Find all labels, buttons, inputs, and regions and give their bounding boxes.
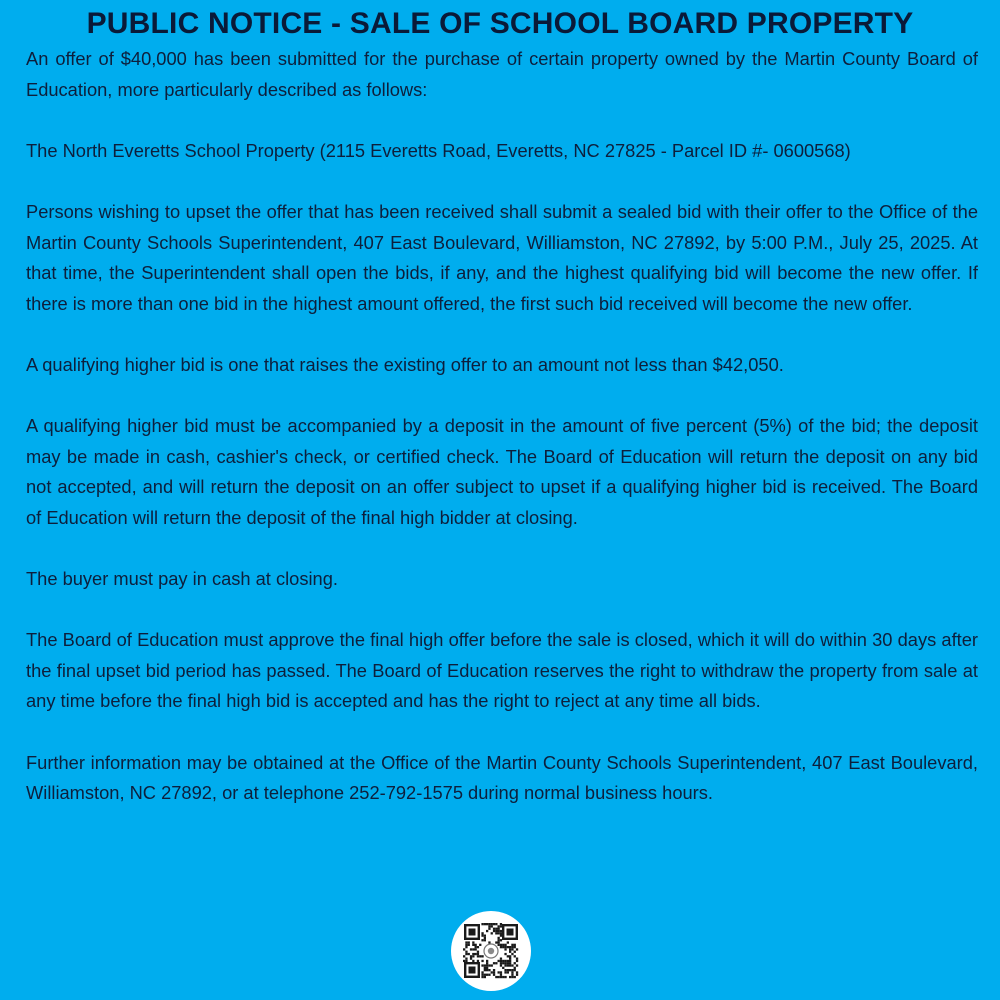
- qr-module: [507, 941, 509, 943]
- qr-module: [477, 955, 479, 957]
- qr-module: [498, 930, 500, 932]
- qr-module: [465, 951, 467, 953]
- qr-module: [475, 946, 477, 948]
- qr-module: [495, 976, 497, 978]
- qr-module: [477, 960, 479, 962]
- paragraph-approval: The Board of Education must approve the final high offer before the sale is closed, which it will do within 30 days after the final upset bid period has passed. The Board of Education reserves the right to withdraw the property from sale at any time before the final high bid is accepted and has the right to reject at any time all bids.: [26, 629, 978, 712]
- paragraph-contact: Further information may be obtained at the Office of the Martin County Schools Superintendent, 407 East Boulevard, Williamston, NC 27892, or at telephone 252-792-1575 during normal business hours.: [26, 751, 978, 804]
- qr-module: [481, 923, 483, 925]
- qr-module: [498, 925, 500, 927]
- qr-module: [472, 944, 474, 946]
- qr-module: [495, 923, 497, 925]
- qr-module: [514, 946, 516, 948]
- paragraph-offer: An offer of $40,000 has been submitted for the purchase of certain property owned by the Martin County Board of Education, more particularly described as follows:: [26, 48, 978, 100]
- qr-module: [498, 941, 500, 943]
- qr-module: [481, 974, 483, 976]
- qr-module: [498, 976, 500, 978]
- qr-module: [472, 953, 474, 955]
- qr-module: [511, 969, 513, 971]
- qr-module: [484, 937, 486, 939]
- qr-module: [511, 948, 513, 950]
- qr-module: [504, 948, 506, 950]
- qr-module: [477, 946, 479, 948]
- qr-module: [486, 930, 488, 932]
- qr-module: [484, 974, 486, 976]
- qr-module: [511, 944, 513, 946]
- qr-module: [500, 932, 502, 934]
- qr-module: [484, 969, 486, 971]
- paragraph-deposit: A qualifying higher bid must be accompanied by a deposit in the amount of five percent (5%) of the bid; the deposit may be made in cash, cashier's check, or certified check. The Board of Education will return the deposit on any bid not accepted, and will return the deposit on an offer subject to upset if a qualifying higher bid is received. The Board of Education will return the deposit of the final high bidder at closing.: [26, 415, 978, 528]
- qr-module: [463, 960, 465, 962]
- qr-module: [502, 944, 504, 946]
- qr-module: [500, 946, 502, 948]
- qr-module: [504, 960, 506, 962]
- qr-module: [509, 976, 511, 978]
- qr-module: [477, 951, 479, 953]
- paragraph-cash: The buyer must pay in cash at closing.: [26, 568, 338, 590]
- qr-module: [493, 930, 495, 932]
- qr-module: [486, 964, 488, 966]
- qr-module: [502, 976, 504, 978]
- qr-module: [463, 948, 465, 950]
- paragraph-qualifying-bid: A qualifying higher bid is one that raises the existing offer to an amount not less than $42,050.: [26, 353, 784, 375]
- qr-module: [504, 969, 506, 971]
- qr-module: [504, 971, 506, 973]
- qr-module: [495, 930, 497, 932]
- qr-module: [491, 932, 493, 934]
- qr-module: [514, 976, 516, 978]
- qr-module: [463, 955, 465, 957]
- qr-module: [498, 932, 500, 934]
- qr-module: [488, 941, 490, 943]
- qr-module: [500, 925, 502, 927]
- qr-module: [475, 944, 477, 946]
- qr-module: [484, 967, 486, 969]
- qr-module: [481, 976, 483, 978]
- qr-module: [486, 974, 488, 976]
- qr-module: [500, 962, 502, 964]
- qr-module: [495, 962, 497, 964]
- qr-module: [484, 976, 486, 978]
- qr-module: [504, 962, 506, 964]
- qr-module: [500, 930, 502, 932]
- qr-module: [511, 971, 513, 973]
- qr-module: [477, 953, 479, 955]
- qr-module: [481, 935, 483, 937]
- qr-module: [481, 932, 483, 934]
- qr-module: [493, 974, 495, 976]
- qr-module: [465, 953, 467, 955]
- qr-module: [484, 939, 486, 941]
- qr-module: [493, 928, 495, 930]
- qr-module: [511, 953, 513, 955]
- qr-module: [488, 974, 490, 976]
- qr-module: [516, 964, 518, 966]
- qr-module: [514, 951, 516, 953]
- qr-module: [484, 964, 486, 966]
- qr-module: [509, 960, 511, 962]
- notice-body: [26, 44, 978, 809]
- qr-module: [498, 928, 500, 930]
- qr-module: [465, 946, 467, 948]
- qr-module: [472, 955, 474, 957]
- qr-module: [502, 946, 504, 948]
- qr-module: [516, 971, 518, 973]
- qr-module: [495, 932, 497, 934]
- qr-module: [509, 962, 511, 964]
- qr-module: [500, 974, 502, 976]
- qr-module: [493, 923, 495, 925]
- qr-module: [493, 971, 495, 973]
- qr-module: [481, 971, 483, 973]
- qr-module: [495, 928, 497, 930]
- qr-module: [472, 941, 474, 943]
- qr-module: [493, 962, 495, 964]
- qr-module: [509, 964, 511, 966]
- qr-module: [491, 964, 493, 966]
- qr-module: [507, 955, 509, 957]
- qr-module: [479, 955, 481, 957]
- qr-module: [465, 944, 467, 946]
- qr-module: [511, 974, 513, 976]
- qr-module: [504, 964, 506, 966]
- qr-module: [509, 948, 511, 950]
- qr-module: [500, 964, 502, 966]
- qr-module: [507, 969, 509, 971]
- qr-module: [481, 964, 483, 966]
- qr-module: [500, 971, 502, 973]
- qr-module: [468, 944, 470, 946]
- qr-module: [500, 944, 502, 946]
- qr-module: [491, 971, 493, 973]
- paragraph-property: The North Everetts School Property (2115 Everetts Road, Everetts, NC 27825 - Parcel ID #- 0600568): [26, 139, 851, 161]
- qr-module: [504, 953, 506, 955]
- qr-code-icon[interactable]: [451, 911, 531, 991]
- qr-module: [511, 946, 513, 948]
- qr-module: [465, 958, 467, 960]
- qr-module: [509, 951, 511, 953]
- qr-module: [488, 964, 490, 966]
- qr-module: [504, 976, 506, 978]
- qr-module: [500, 935, 502, 937]
- qr-module: [475, 948, 477, 950]
- qr-module: [500, 958, 502, 960]
- qr-module: [491, 923, 493, 925]
- qr-module: [509, 946, 511, 948]
- qr-module: [498, 944, 500, 946]
- qr-module: [484, 935, 486, 937]
- qr-module: [488, 969, 490, 971]
- qr-module: [465, 960, 467, 962]
- qr-module: [516, 948, 518, 950]
- qr-module: [484, 923, 486, 925]
- qr-module: [511, 964, 513, 966]
- qr-module: [481, 955, 483, 957]
- qr-module: [502, 967, 504, 969]
- qr-module: [500, 923, 502, 925]
- qr-module: [486, 923, 488, 925]
- paragraph-upset-bids: Persons wishing to upset the offer that has been received shall submit a sealed bid with their offer to the Office of the Martin County Schools Superintendent, 407 East Boulevard, Williamston, NC 27892, by 5:00 P.M., July 25, 2025. At that time, the Superintendent shall open the bids, if any, and the highest qualifying bid will become the new offer. If there is more than one bid in the highest amount offered, the first such bid received will become the new offer.: [26, 200, 978, 314]
- qr-module: [481, 939, 483, 941]
- qr-module: [488, 928, 490, 930]
- qr-module: [507, 962, 509, 964]
- qr-module: [502, 962, 504, 964]
- qr-module: [470, 948, 472, 950]
- qr-module: [498, 971, 500, 973]
- qr-module: [507, 971, 509, 973]
- qr-module: [498, 937, 500, 939]
- qr-module: [472, 948, 474, 950]
- notice-title: PUBLIC NOTICE - SALE OF SCHOOL BOARD PROPERTY: [86, 7, 914, 40]
- qr-module: [502, 960, 504, 962]
- qr-module: [481, 960, 483, 962]
- qr-module: [470, 955, 472, 957]
- qr-module: [507, 964, 509, 966]
- qr-module: [498, 939, 500, 941]
- qr-module: [514, 967, 516, 969]
- qr-module: [486, 967, 488, 969]
- qr-module: [468, 953, 470, 955]
- qr-module: [514, 962, 516, 964]
- qr-module: [470, 958, 472, 960]
- qr-module: [500, 960, 502, 962]
- qr-module: [486, 969, 488, 971]
- qr-module: [479, 944, 481, 946]
- qr-module: [488, 925, 490, 927]
- qr-module: [507, 946, 509, 948]
- qr-module: [516, 958, 518, 960]
- qr-module: [514, 955, 516, 957]
- qr-module: [509, 969, 511, 971]
- qr-module: [509, 955, 511, 957]
- qr-module: [465, 941, 467, 943]
- qr-module: [514, 944, 516, 946]
- qr-module: [486, 960, 488, 962]
- qr-module: [491, 925, 493, 927]
- qr-module: [493, 969, 495, 971]
- qr-module: [500, 939, 502, 941]
- qr-module: [511, 976, 513, 978]
- qr-module: [504, 946, 506, 948]
- qr-module: [507, 960, 509, 962]
- qr-module: [504, 944, 506, 946]
- qr-module: [516, 974, 518, 976]
- qr-module: [516, 960, 518, 962]
- qr-module: [500, 976, 502, 978]
- qr-module: [468, 941, 470, 943]
- qr-module: [495, 941, 497, 943]
- qr-module: [498, 960, 500, 962]
- qr-module: [509, 958, 511, 960]
- qr-module: [486, 962, 488, 964]
- qr-module: [475, 953, 477, 955]
- qr-module: [472, 960, 474, 962]
- qr-module: [514, 969, 516, 971]
- qr-module: [488, 923, 490, 925]
